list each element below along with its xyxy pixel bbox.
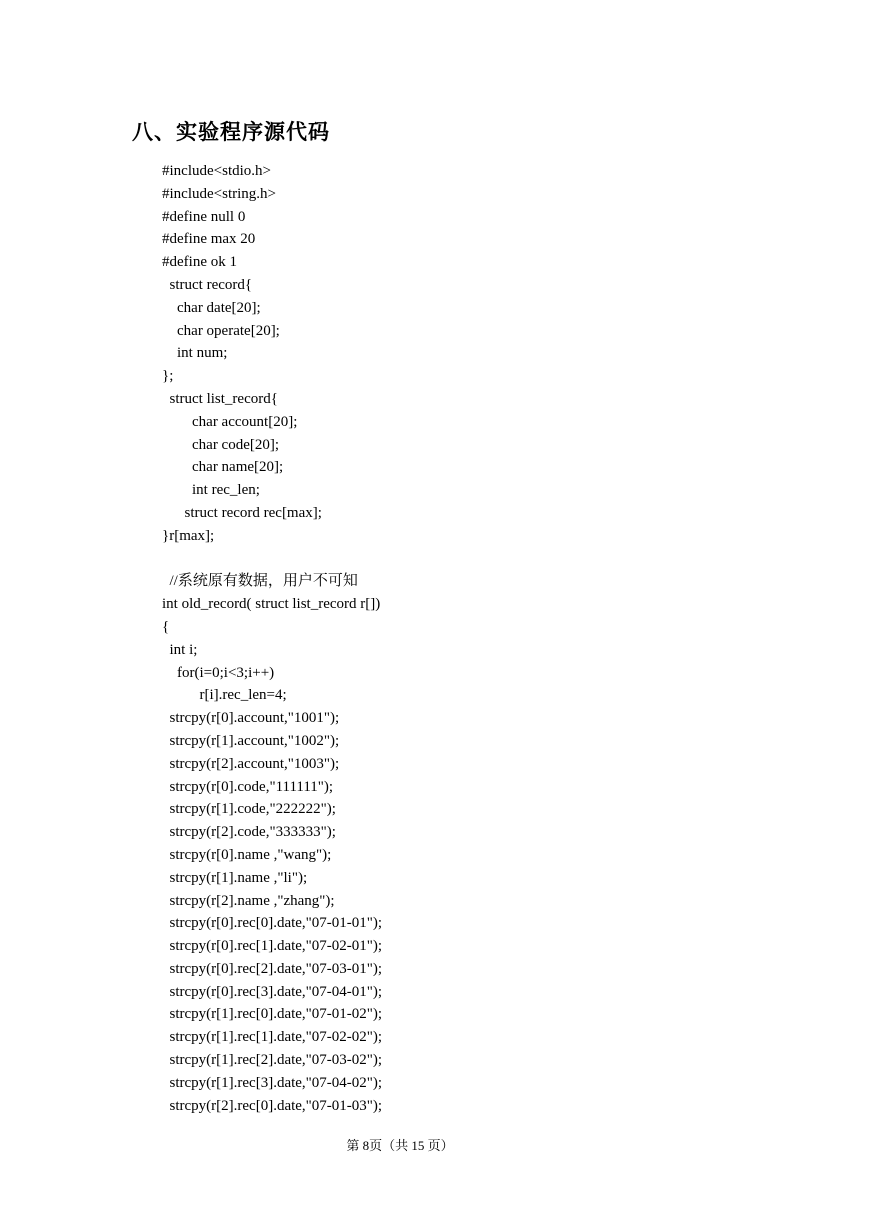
code-line: int num; (162, 345, 228, 362)
code-line: struct list_record{ (162, 390, 278, 407)
code-line: char date[20]; (162, 299, 261, 316)
code-line: strcpy(r[1].code,"222222"); (162, 801, 336, 818)
code-line: strcpy(r[1].rec[3].date,"07-04-02"); (162, 1074, 383, 1091)
code-line: strcpy(r[0].rec[3].date,"07-04-01"); (162, 983, 383, 1000)
code-line: char name[20]; (162, 459, 284, 476)
code-line: strcpy(r[0].code,"111111"); (162, 778, 334, 795)
code-line: char account[20]; (162, 413, 298, 430)
code-line: for(i=0;i<3;i++) (162, 664, 275, 681)
code-line: strcpy(r[2].name ,"zhang"); (162, 892, 335, 909)
code-line: }r[max]; (162, 527, 215, 544)
code-line: { (162, 618, 170, 635)
code-line: #define null 0 (162, 208, 246, 225)
code-line: r[i].rec_len=4; (162, 687, 287, 704)
code-line: #define max 20 (162, 231, 256, 248)
code-line: #include<stdio.h> (162, 163, 271, 179)
code-line: #include<string.h> (162, 185, 276, 202)
code-line: }; (162, 368, 174, 385)
code-line: //系统原有数据，用户不可知 (162, 573, 358, 590)
code-line: strcpy(r[0].name ,"wang"); (162, 846, 332, 863)
code-line (162, 548, 382, 571)
code-line: strcpy(r[2].rec[0].date,"07-01-03"); (162, 1097, 383, 1114)
code-line: struct record rec[max]; (162, 504, 322, 521)
code-line: strcpy(r[1].account,"1002"); (162, 732, 340, 749)
code-line: strcpy(r[0].rec[0].date,"07-01-01"); (162, 915, 383, 932)
source-code-block (162, 160, 382, 1117)
code-line: struct record{ (162, 276, 253, 293)
section-title: 八、实验程序源代码 (132, 120, 330, 144)
code-line: strcpy(r[1].rec[2].date,"07-03-02"); (162, 1052, 383, 1069)
code-line: int old_record( struct list_record r[]) (162, 596, 381, 613)
code-line: int rec_len; (162, 482, 260, 499)
code-line: strcpy(r[1].rec[0].date,"07-01-02"); (162, 1006, 383, 1023)
code-line: strcpy(r[2].account,"1003"); (162, 755, 340, 772)
code-line: strcpy(r[0].rec[2].date,"07-03-01"); (162, 960, 383, 977)
page-footer: 第 8页（共 15 页） (346, 1138, 454, 1153)
code-line: int i; (162, 641, 198, 658)
code-line: #define ok 1 (162, 254, 237, 271)
code-line: strcpy(r[0].rec[1].date,"07-02-01"); (162, 938, 383, 955)
code-line: strcpy(r[0].account,"1001"); (162, 710, 340, 727)
code-line: strcpy(r[2].code,"333333"); (162, 824, 336, 841)
code-line: strcpy(r[1].name ,"li"); (162, 869, 308, 886)
code-line: char operate[20]; (162, 322, 280, 339)
code-line: char code[20]; (162, 436, 280, 453)
code-line: strcpy(r[1].rec[1].date,"07-02-02"); (162, 1029, 383, 1046)
